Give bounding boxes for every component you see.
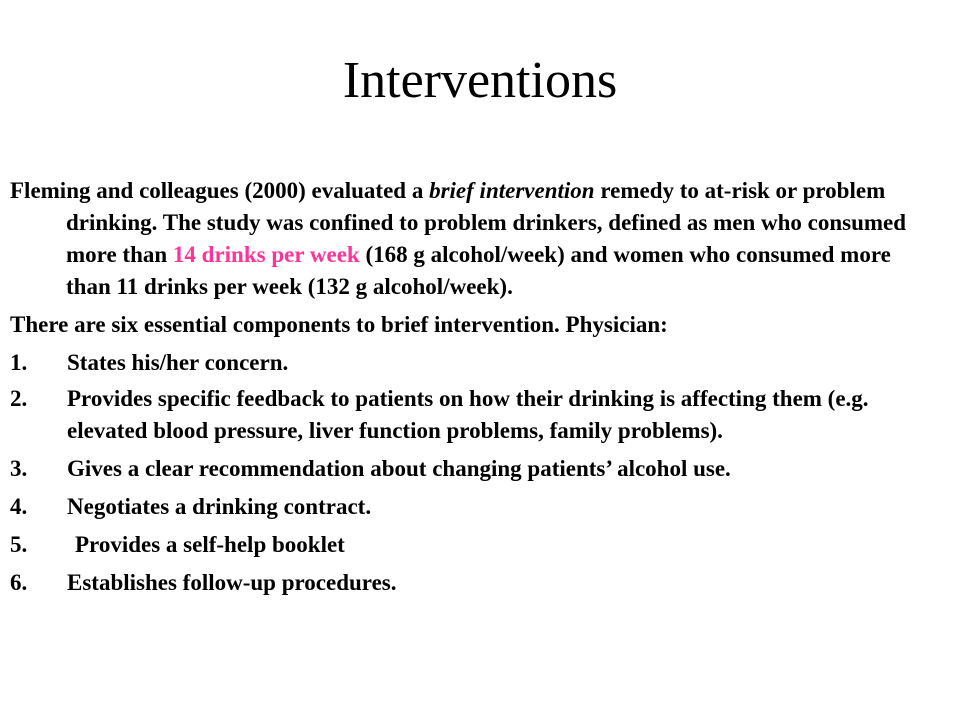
list-text: Establishes follow-up procedures. — [67, 570, 397, 595]
intro-emphasis: brief intervention — [429, 178, 595, 203]
list-item — [10, 383, 940, 447]
slide-body — [10, 175, 940, 605]
list-item — [10, 567, 940, 599]
list-number: 2. — [10, 386, 28, 411]
lead-paragraph: There are six essential components to brief intervention. Physician: — [10, 312, 668, 337]
list-item — [10, 491, 940, 523]
intro-paragraph — [10, 175, 940, 303]
slide-title: Interventions — [342, 52, 618, 109]
list-number: 6. — [10, 570, 28, 595]
list-item — [10, 347, 940, 379]
list-text: Provides specific feedback to patients on how their drinking is affecting them (e.g. elevated blood pressure, liver function problems, family problems). — [67, 386, 869, 443]
list-item — [10, 453, 940, 485]
intro-highlight: 14 drinks per week — [172, 242, 360, 267]
list-number: 4. — [10, 494, 28, 519]
intro-text-2: remedy to at-risk or problem drinking. The study was confined to problem drinkers, defined as men who consumed more than — [66, 178, 907, 267]
list-number: 3. — [10, 456, 28, 481]
list-item — [10, 529, 940, 561]
list-text: States his/her concern. — [67, 350, 289, 375]
intro-text-1: Fleming and colleagues (2000) evaluated a — [10, 178, 430, 203]
list-text: Negotiates a drinking contract. — [67, 494, 372, 519]
intro-text-3: (168 g alcohol/week) and women who consumed more than 11 drinks per week (132 g alcohol/week). — [66, 242, 891, 299]
list-text: Provides a self-help booklet — [75, 532, 345, 557]
list-number: 1. — [10, 350, 28, 375]
list-text: Gives a clear recommendation about changing patients’ alcohol use. — [67, 456, 731, 481]
list-number: 5. — [10, 532, 28, 557]
